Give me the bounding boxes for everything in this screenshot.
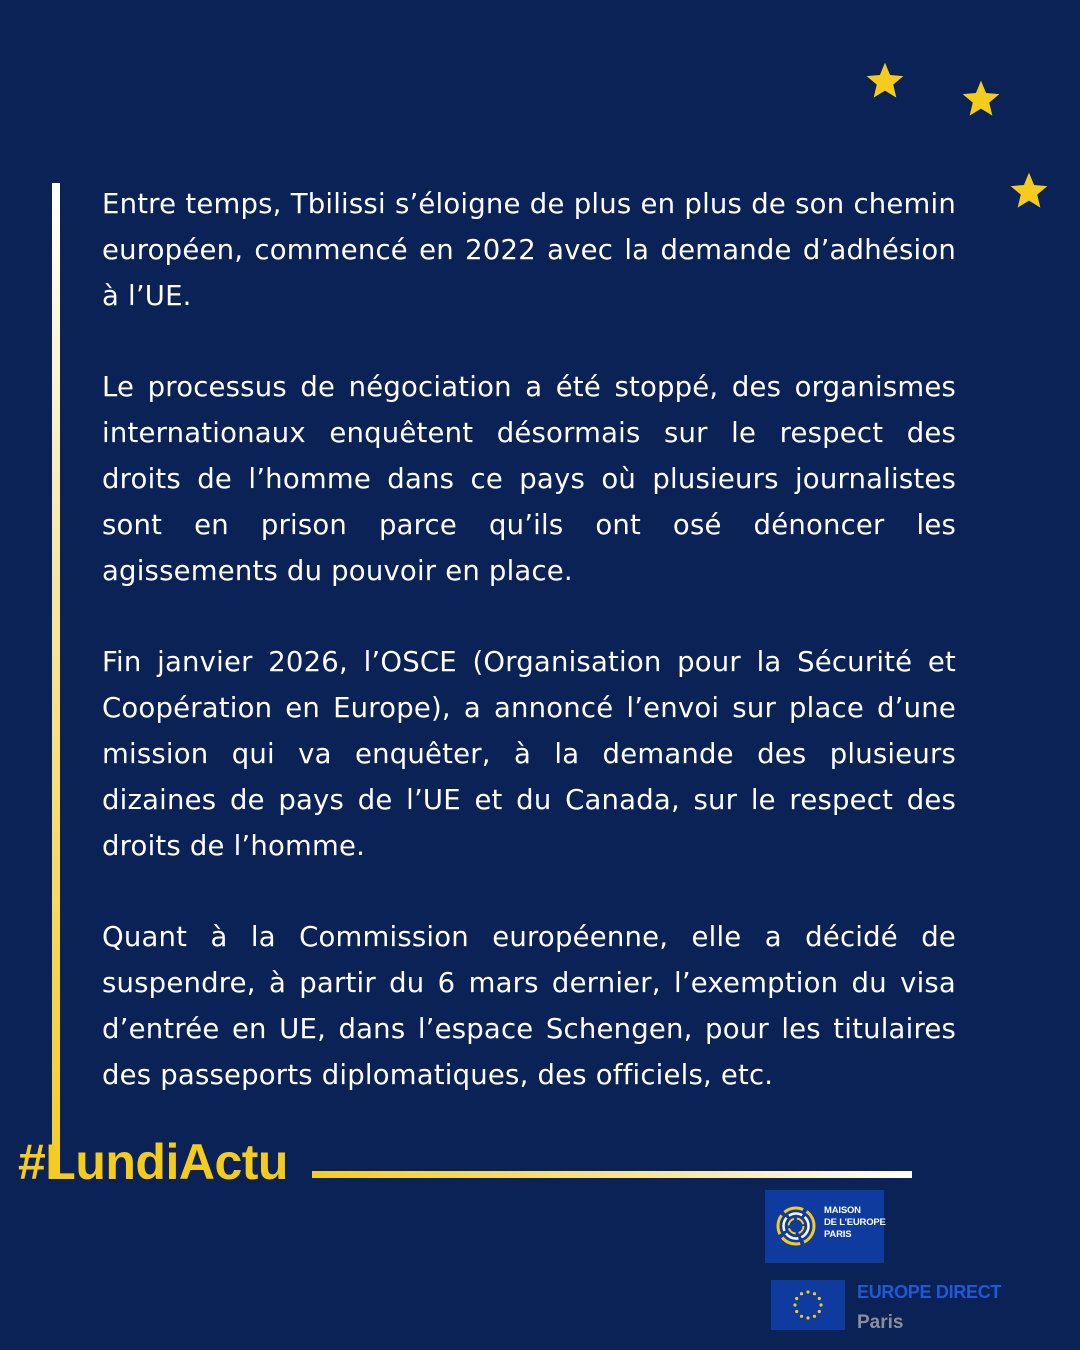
vertical-accent-line xyxy=(52,183,60,1175)
europe-direct-title: EUROPE DIRECT xyxy=(857,1282,1002,1302)
maison-europe-wordmark xyxy=(824,1205,886,1241)
paragraph-4: Quant à la Commission européenne, elle a décidé de suspendre, à partir du 6 mars dernier, l’exemption du visa d’entrée en UE, dans l’espace Schengen, pour les titulaires des passeports diplomatiques, des officiels, etc. xyxy=(102,921,956,1091)
maison-europe-emblem-icon xyxy=(775,1203,821,1249)
maison-line-1: MAISON xyxy=(824,1205,861,1216)
maison-line-3: PARIS xyxy=(824,1229,852,1240)
europe-direct-city: Paris xyxy=(857,1312,904,1333)
eu-flag-icon xyxy=(771,1280,845,1330)
paragraph-1: Entre temps, Tbilissi s’éloigne de plus en plus de son chemin européen, commencé en 2022 avec la demande d’adhésion à l’UE. xyxy=(102,188,956,312)
article-body xyxy=(102,181,956,1143)
star-icon xyxy=(864,60,906,102)
paragraph-3: Fin janvier 2026, l’OSCE (Organisation pour la Sécurité et Coopération en Europe), a annoncé l’envoi sur place d’une mission qui va enquêter, à la demande des plusieurs dizaines de pays de l’UE et du Canada, sur le respect des droits de l’homme. xyxy=(102,646,956,862)
hashtag-label: #LundiActu xyxy=(18,1134,288,1190)
star-icon xyxy=(960,78,1002,120)
star-icon xyxy=(1008,170,1050,212)
paragraph-2: Le processus de négociation a été stoppé, des organismes internationaux enquêtent désormais sur le respect des droits de l’homme dans ce pays où plusieurs journalistes sont en prison parce qu’ils ont osé dénoncer les agissements du pouvoir en place. xyxy=(102,371,956,587)
maison-europe-logo xyxy=(765,1190,884,1263)
maison-line-2: DE L’EUROPE xyxy=(824,1217,886,1228)
eu-stars-ring-icon xyxy=(771,1280,845,1330)
horizontal-accent-line xyxy=(312,1171,912,1178)
